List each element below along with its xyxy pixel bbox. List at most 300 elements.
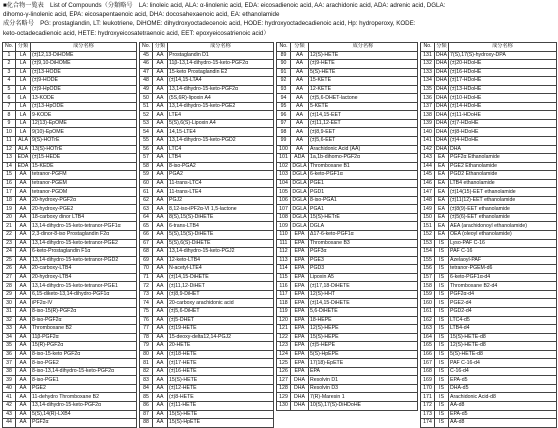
compound-number: 120 [277,316,291,325]
compound-number: 10 [3,128,16,137]
compound-number: 167 [421,359,435,368]
table-row [140,179,274,188]
compound-name: 5-KETE [309,102,418,111]
compound-number: 146 [421,179,435,188]
compound-number: 35 [3,342,16,351]
compound-name: 18-HEPE [309,316,418,325]
table-row [277,77,418,86]
compound-number: 111 [277,239,291,248]
table-row [140,299,274,308]
table-row [3,282,137,291]
compound-class: EPA [291,299,309,308]
table-row [277,248,418,257]
compound-number: 138 [421,111,435,120]
compound-name: 6,15-diketo-13,14-dihydro-PGF1α [31,290,137,299]
compound-name: PGJ2 [168,196,274,205]
table-row [3,111,137,120]
compound-class: LA [16,94,31,103]
table-row [421,85,557,94]
compound-class: AA [153,94,168,103]
compound-name: PGD2 Ethanolamide [449,171,557,180]
table-row [277,119,418,128]
table-row [277,205,418,214]
compound-name: 13,14-dihydro-15-keto-PGJ2 [168,248,274,257]
compound-class: EA [435,162,449,171]
compound-class: IS [435,359,449,368]
table-row [277,290,418,299]
compound-name: 13,14-dihydro-15-keto-tetranor-PGE2 [31,239,137,248]
compound-number: 59 [140,171,153,180]
compound-number: 90 [277,60,291,69]
compound-number: 158 [421,282,435,291]
table-row [3,333,137,342]
compound-number: 137 [421,102,435,111]
compound-class: AA [153,205,168,214]
compound-number: 43 [3,410,16,419]
compound-number: 69 [140,256,153,265]
compound-number: 73 [140,290,153,299]
compound-number: 124 [277,350,291,359]
compound-number: 104 [277,179,291,188]
compound-name: 13,14-dihydro-15-keto-PGE2 [168,102,274,111]
compound-name: 8-iso-PGA1 [309,196,418,205]
table-row [277,393,418,402]
table-row [3,299,137,308]
compound-number: 12 [3,145,16,154]
compound-class: AA [16,239,31,248]
table-row [277,162,418,171]
table-row [140,205,274,214]
compound-class: IS [435,401,449,410]
table-row [140,316,274,325]
compound-name: Lyso-PAF C-16 [449,239,557,248]
table-row [421,376,557,385]
compound-class: AA [153,333,168,342]
compound-class: DHA [436,145,447,152]
compound-number: 20 [3,213,16,222]
compound-class: AA [291,145,309,154]
compound-name: PGF2α [31,419,137,428]
table-row [140,410,274,419]
compound-name: 9-KODE [31,111,137,120]
compound-name: tetranor-PGEM-d6 [449,265,557,274]
compound-class: AA [16,282,31,291]
table-row [421,94,557,103]
compound-number: 21 [3,222,16,231]
compound-class: EPA [291,239,309,248]
compound-class: AA [16,384,31,393]
compound-number: 173 [421,410,435,419]
compound-name: (±)8,9-DiHET [168,290,274,299]
compound-number: 98 [277,128,291,137]
table-row [277,60,418,69]
table-row [277,359,418,368]
compound-class: AA [153,77,168,86]
compound-number: 110 [277,231,291,240]
table-row [277,367,418,376]
compound-name: tetranor-PGDM [31,188,137,197]
compound-class: AA [16,359,31,368]
compound-name: (±)16-HDoHE [449,68,557,77]
table-row [421,256,557,265]
compound-number: 27 [3,273,16,282]
compound-name: PGD2-d4 [449,307,557,316]
compound-name: Resolvin D1 [309,376,418,385]
compound-name: 20-carboxy-LTB4 [31,265,137,274]
compound-name: Resolvin D3 [309,384,418,393]
compound-class: AA [153,282,168,291]
table-row [140,376,274,385]
table-row [421,273,557,282]
compound-number: 57 [140,154,153,163]
table-row [3,273,137,282]
compound-name: (±)5,6-DiHET [168,307,274,316]
compound-class: AA [16,188,31,197]
compound-class: EDA [16,154,31,163]
compound-name: 8-iso-15(R)-PGF2α [31,307,137,316]
compound-class: IS [435,376,449,385]
compound-name: (±)10-HDoHE [449,94,557,103]
compound-name: (±)9-HODE [31,77,137,86]
compound-name: 8-iso-PGF2α [31,316,137,325]
compound-name: 12(S)-HETE-d8 [449,342,557,351]
compound-class: AA [16,179,31,188]
compound-class: AA [153,367,168,376]
table-row [3,51,137,60]
compound-number: 136 [421,94,435,103]
compound-name: (±)13-HODE [31,68,137,77]
compound-name: 13,14-dihydro-15-keto-PGF2α [31,401,137,410]
compound-number: 45 [140,51,153,60]
compound-class: AA [16,401,31,410]
compound-number: 121 [277,325,291,334]
compound-class: LA [16,111,31,120]
compound-number: 143 [421,154,435,163]
compound-class: AA [16,222,31,231]
compound-name: N-acetyl-LTE4 [168,265,274,274]
compound-class: AA [291,77,309,86]
compound-name: Thromboxane B2-d4 [449,282,557,291]
compound-number: 150 [421,213,435,222]
compound-number: 78 [140,333,153,342]
compound-class: DHA [436,94,447,101]
table-row [140,419,274,428]
compound-number: 125 [277,359,291,368]
compound-class: EPA [291,290,309,299]
compound-class: EPA [291,359,309,368]
table-row [3,222,137,231]
compound-class: AA [153,265,168,274]
compound-number: 36 [3,350,16,359]
table-row [277,265,418,274]
compound-name: (±)5-HEPE [309,342,418,351]
compound-class: IS [435,350,449,359]
table-row [3,188,137,197]
compound-class: EA [435,205,449,214]
table-row [140,367,274,376]
compound-name: 15-KETE [309,77,418,86]
table-row [3,119,137,128]
compound-number: 65 [140,222,153,231]
compound-class: LA [16,85,31,94]
compound-number: 93 [277,85,291,94]
compound-class: DGLA [292,214,307,221]
compound-number: 171 [421,393,435,402]
compound-number: 126 [277,367,291,376]
table-row [277,256,418,265]
table-row [421,51,557,60]
table-row [140,325,274,334]
compound-class: AA [153,239,168,248]
table-row [421,77,557,86]
table-row [277,231,418,240]
compound-class: ADA [291,154,309,163]
compound-class: IS [435,248,449,257]
compound-class: AA [153,51,168,60]
compound-number: 79 [140,342,153,351]
compound-number: 22 [3,231,16,240]
compound-name: 5(S),14(R)-LXB4 [31,410,137,419]
compound-name: LTC4 [168,145,274,154]
compound-name: PGD1 [309,188,418,197]
compound-number: 42 [3,401,16,410]
compound-class: LA [16,51,31,60]
table-row [3,367,137,376]
compound-number: 37 [3,359,16,368]
compound-name: PAF C-16 [449,248,557,257]
table-row [140,273,274,282]
table-row [277,111,418,120]
compound-number: 9 [3,119,16,128]
compound-name: PAF C-16-d4 [449,359,557,368]
compound-number: 38 [3,367,16,376]
compound-number: 117 [277,290,291,299]
table-row [421,333,557,342]
compound-class: DHA [291,401,309,410]
compound-name: (±)5(6)-EET ethanolamide [449,213,557,222]
compound-number: 2 [3,60,16,69]
compound-class: EPA [291,342,309,351]
compound-class: DHA [436,51,447,58]
table-row [277,273,418,282]
compound-number: 81 [140,359,153,368]
compound-number: 13 [3,154,16,163]
compound-name: (±)5,6-DHET-lactone [309,94,418,103]
compound-name: 20-hydroxy-PGF2α [31,196,137,205]
table-row [140,393,274,402]
compound-number: 31 [3,307,16,316]
compound-class: AA [291,68,309,77]
table-row [140,350,274,359]
compound-name: 6-trans-LTB4 [168,222,274,231]
compound-name: 15-deoxy-delta12,14-PGJ2 [168,333,274,342]
compound-number: 34 [3,333,16,342]
compound-number: 8 [3,111,16,120]
compound-number: 54 [140,128,153,137]
table-row [277,299,418,308]
compound-class: LA [16,119,31,128]
compound-number: 82 [140,367,153,376]
compound-number: 5 [3,85,16,94]
compound-name: (±)14,15-EET [309,111,418,120]
compound-class: AA [291,137,309,146]
table-row [140,265,274,274]
compound-number: 86 [140,401,153,410]
table-row [140,359,274,368]
table-row [3,248,137,257]
table-row [140,384,274,393]
compound-name: OEA (oleoyl ethanolamide) [449,231,557,240]
compound-name: EPA-d5 [449,376,557,385]
table-row [3,239,137,248]
compound-class: AA [16,290,31,299]
compound-name: 13-KODE [31,94,137,103]
compound-number: 7 [3,102,16,111]
table-row [277,179,418,188]
compound-class: AA [153,85,168,94]
compound-table-4 [420,42,557,428]
table-row [277,137,418,146]
compound-class: LA [16,68,31,77]
compound-name: (±)9-HETE [309,60,418,69]
table-row [140,248,274,257]
compound-class: AA [16,196,31,205]
compound-name: 15(S)-HpETE [168,419,274,428]
table-row [140,102,274,111]
compound-number: 72 [140,282,153,291]
compound-number: 49 [140,85,153,94]
col-header-class: 分類 [291,43,309,52]
table-row [3,145,137,154]
compound-class: AA [153,384,168,393]
compound-class: AA [153,68,168,77]
compound-class: AA [16,299,31,308]
compound-number: 63 [140,205,153,214]
compound-name: 5(S),15(S)-DiHETE [168,231,274,240]
compound-name: PGE1 [309,179,418,188]
compound-class: DHA [291,376,309,385]
compound-name: 12-keto-LTB4 [168,256,274,265]
compound-class: IS [435,333,449,342]
compound-number: 89 [277,51,291,60]
compound-name: LTB4 ethanolamide [449,179,557,188]
compound-name: 9(S)-HOTrE [31,137,137,146]
compound-name: (5S,6R)-lipoxin A4 [168,94,274,103]
compound-number: 123 [277,342,291,351]
compound-number: 108 [277,213,291,222]
table-row [140,222,274,231]
compound-class: DHA [291,393,309,402]
compound-name: Thromboxane B1 [309,162,418,171]
compound-name: (±)14,15-LTA4 [168,77,274,86]
compound-table-1 [2,42,137,428]
compound-class: DHA [436,68,447,75]
compound-name: PGF2α Ethanolamide [449,154,557,163]
col-header-class: 分類 [16,43,31,52]
table-row [140,119,274,128]
compound-name: (±)11,12-DiHET [168,282,274,291]
compound-class: IS [435,299,449,308]
table-row [140,94,274,103]
compound-class: AA [153,154,168,163]
compound-name: DHA [449,145,557,154]
compound-number: 107 [277,205,291,214]
table-row [3,137,137,146]
compound-number: 15 [3,171,16,180]
table-row [3,342,137,351]
compound-number: 109 [277,222,291,231]
compound-class: AA [153,273,168,282]
compound-number: 114 [277,265,291,274]
compound-number: 142 [421,145,435,154]
compound-name: 8,12-iso-iPF2α-VI 1,5-lactone [168,205,274,214]
col-header-no: No. [140,43,153,52]
table-row [421,154,557,163]
compound-number: 116 [277,282,291,291]
table-row [3,401,137,410]
compound-class: LA [16,102,31,111]
compound-name: EPA-d5 [449,410,557,419]
compound-name: 11β-PGF2α [31,333,137,342]
table-row [277,188,418,197]
table-row [421,367,557,376]
col-header-name: 成分名称 [309,43,418,52]
table-row [3,213,137,222]
table-row [3,384,137,393]
compound-class: DHA [436,103,447,110]
compound-class: LA [16,77,31,86]
compound-class: IS [435,393,449,402]
compound-number: 55 [140,137,153,146]
compound-name: 11-trans-LTE4 [168,188,274,197]
table-row [421,290,557,299]
compound-name: (±)9-HpODE [31,85,137,94]
table-row [421,111,557,120]
compound-number: 32 [3,316,16,325]
compound-name: (±)9,10-DiHOME [31,60,137,69]
compound-number: 140 [421,128,435,137]
compound-number: 141 [421,137,435,146]
legend-line: keto-octadecadienoic acid, HETE: hydroxyeicosatetraenoic acid, EET: epoxyeicosatrienoic acid） [3,29,270,37]
table-row [3,265,137,274]
compound-class: EA [435,231,449,240]
compound-class: IS [435,307,449,316]
compound-name: Prostaglandin D1 [168,51,274,60]
compound-number: 26 [3,265,16,274]
compound-name: 8-iso-15-keto PGF2α [31,350,137,359]
compound-number: 103 [277,171,291,180]
compound-name: PGA2 [168,171,274,180]
compound-name: (±)14,15-DiHETE [168,273,274,282]
compound-number: 97 [277,119,291,128]
compound-class: DHA [436,111,447,118]
compound-number: 92 [277,77,291,86]
compound-class: DHA [436,120,447,127]
compound-number: 165 [421,342,435,351]
compound-name: (±)8-HETE [168,393,274,402]
compound-number: 91 [277,68,291,77]
compound-name: PGA1 [309,205,418,214]
compound-name: 6-keto-PGF1α [309,171,418,180]
table-row [277,239,418,248]
compound-number: 68 [140,248,153,257]
compound-number: 161 [421,307,435,316]
col-header-class: 分類 [153,43,168,52]
compound-name: LTC4-d5 [449,316,557,325]
table-row [140,128,274,137]
table-row [421,222,557,231]
compound-name: 12(S)-HEPE [309,325,418,334]
